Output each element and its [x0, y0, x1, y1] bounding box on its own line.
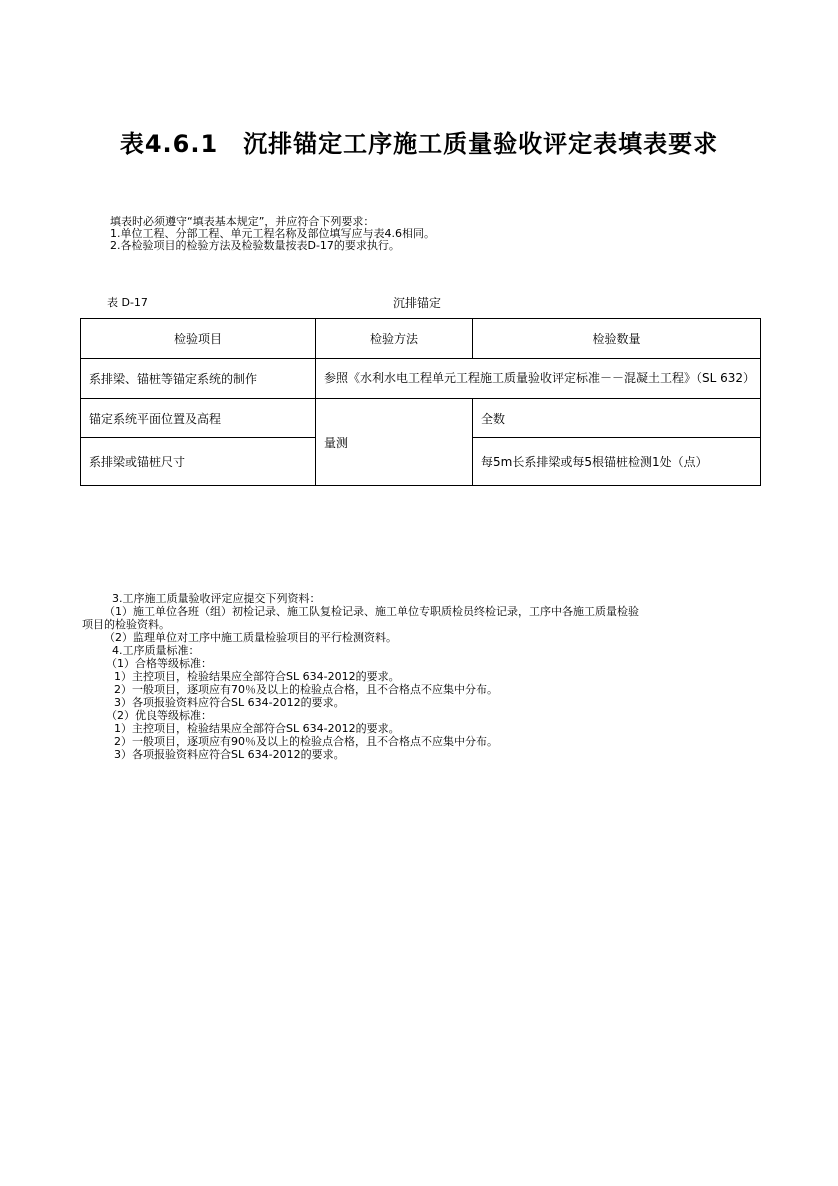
note-heading: 4.工序质量标准： [112, 644, 200, 657]
cell-item: 系排梁、锚桩等锚定系统的制作 [81, 359, 316, 399]
notes-section [82, 592, 772, 761]
cell-item: 系排梁或锚桩尺寸 [81, 438, 316, 486]
note-line: （2）优良等级标准： [106, 709, 212, 722]
note-line: 项目的检验资料。 [82, 618, 170, 631]
cell-quantity: 全数 [473, 399, 761, 438]
cell-item: 锚定系统平面位置及高程 [81, 399, 316, 438]
inspection-table [80, 318, 761, 486]
note-line: 1）主控项目，检验结果应全部符合SL 634-2012的要求。 [114, 722, 400, 735]
page-title: 表4.6.1 沉排锚定工序施工质量验收评定表填表要求 [119, 130, 719, 158]
note-line: （1）合格等级标准： [106, 657, 212, 670]
header-item: 检验项目 [81, 319, 316, 359]
note-line: 3）各项报验资料应符合SL 634-2012的要求。 [114, 748, 345, 761]
table-number: 表 D-17 [107, 296, 148, 309]
cell-quantity: 每5m长系排梁或每5根锚桩检测1处（点） [473, 438, 761, 486]
table-name: 沉排锚定 [393, 296, 442, 310]
intro-line: 填表时必须遵守“填表基本规定”，并应符合下列要求： [110, 215, 375, 228]
note-heading: 3.工序施工质量验收评定应提交下列资料： [112, 592, 321, 605]
note-line: 2）一般项目，逐项应有90％及以上的检验点合格，且不合格点不应集中分布。 [114, 735, 498, 748]
note-line: 2）一般项目，逐项应有70％及以上的检验点合格，且不合格点不应集中分布。 [114, 683, 498, 696]
header-method: 检验方法 [316, 319, 473, 359]
intro-line: 2.各检验项目的检验方法及检验数量按表D-17的要求执行。 [110, 239, 400, 252]
table-header-row [81, 319, 761, 359]
table-row [81, 359, 761, 399]
cell-method: 参照《水利水电工程单元工程施工质量验收评定标准－－混凝土工程》（SL 632） [316, 359, 761, 399]
intro-section [110, 216, 435, 252]
note-line: 3）各项报验资料应符合SL 634-2012的要求。 [114, 696, 345, 709]
table-row [81, 399, 761, 438]
note-line: （2）监理单位对工序中施工质量检验项目的平行检测资料。 [104, 631, 397, 644]
intro-line: 1.单位工程、分部工程、单元工程名称及部位填写应与表4.6相同。 [110, 227, 435, 240]
note-line: 1）主控项目，检验结果应全部符合SL 634-2012的要求。 [114, 670, 400, 683]
header-quantity: 检验数量 [473, 319, 761, 359]
note-line: （1）施工单位各班（组）初检记录、施工队复检记录、施工单位专职质检员终检记录，工序中各施工质量检验 [104, 605, 639, 618]
cell-method: 量测 [316, 399, 473, 486]
